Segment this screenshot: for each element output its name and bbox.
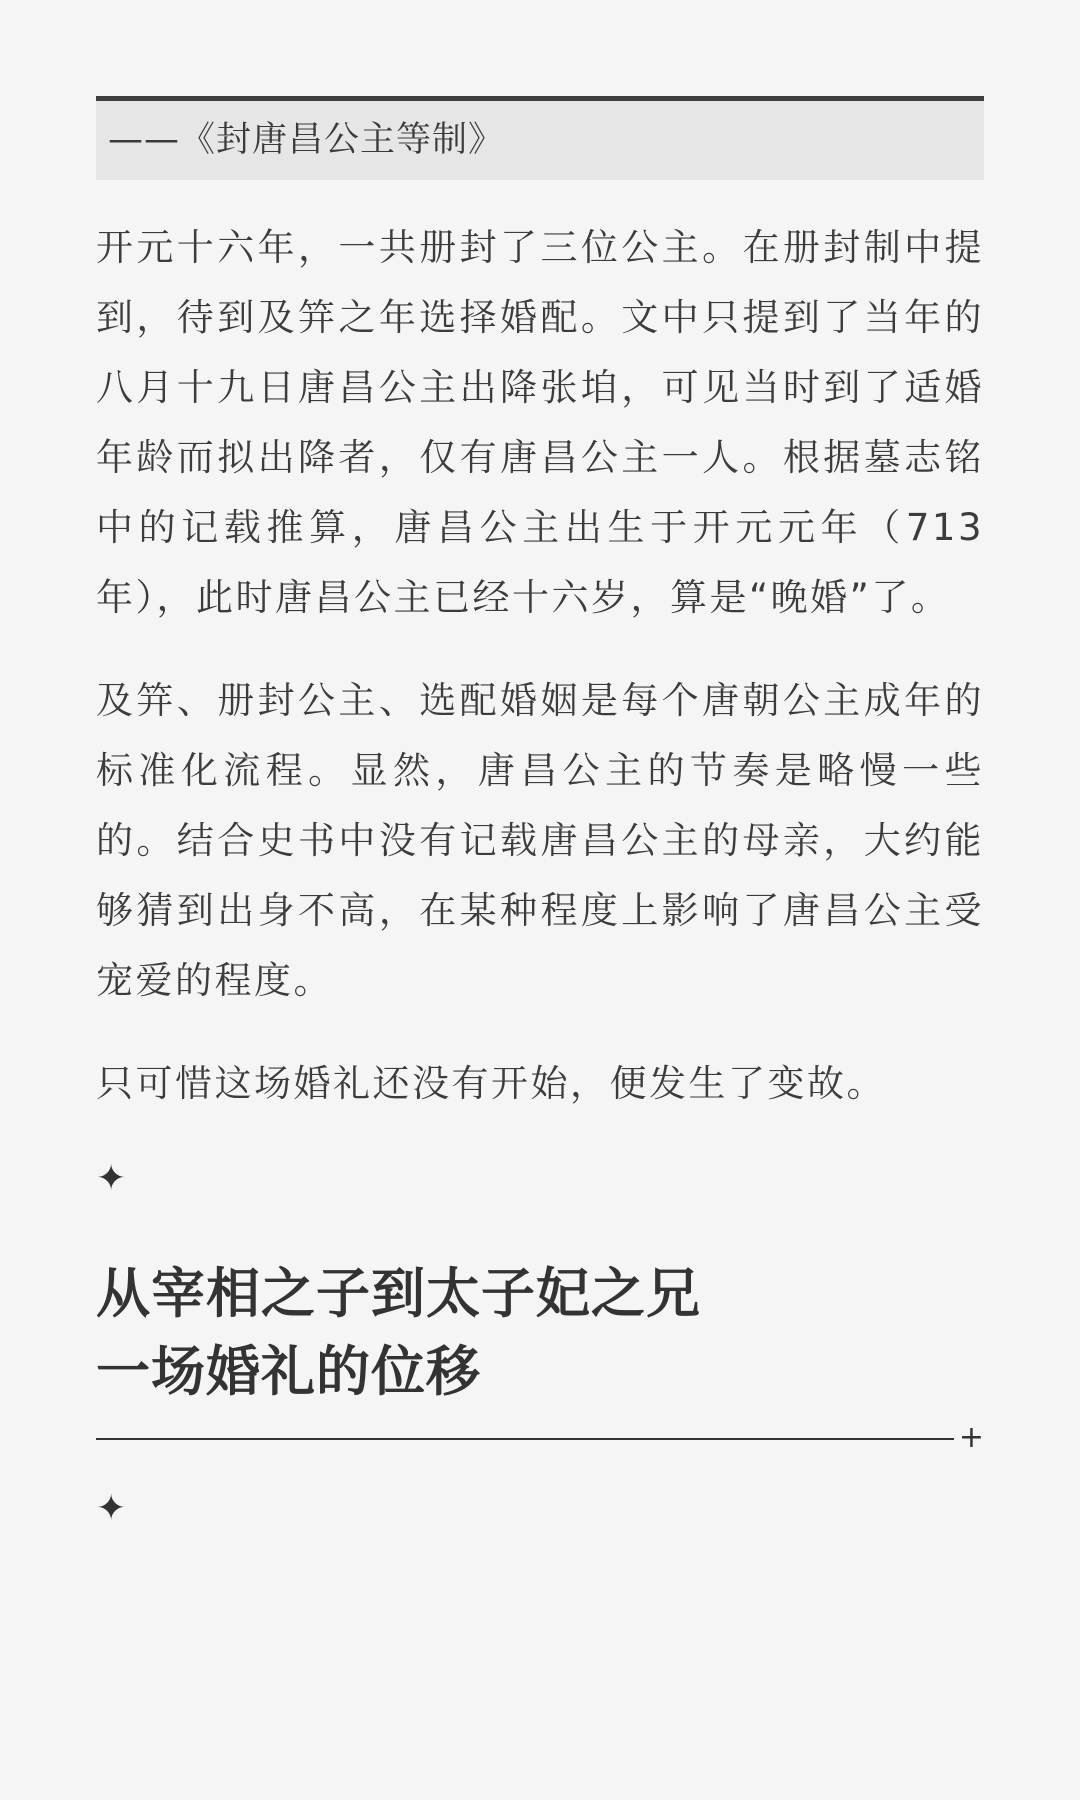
section-heading-line-2: 一场婚礼的位移 [96, 1340, 481, 1403]
paragraph-3: 只可惜这场婚礼还没有开始，便发生了变故。 [96, 1062, 886, 1105]
sparkle-icon: ✦ [96, 1158, 127, 1199]
citation-text: ——《封唐昌公主等制》 [108, 120, 505, 160]
citation-block [96, 96, 984, 180]
paragraph-2: 及笄、册封公主、选配婚姻是每个唐朝公主成年的标准化流程。显然，唐昌公主的节奏是略慢一些的。结合史书中没有记载唐昌公主的母亲，大约能够猜到出身不高，在某种程度上影响了唐昌公主受宠爱的程度。 [96, 679, 984, 1002]
plus-icon: + [958, 1420, 984, 1455]
heading-underline [96, 1420, 984, 1455]
divider-line [96, 1438, 954, 1440]
sparkle-icon: ✦ [96, 1488, 127, 1529]
article-body [96, 96, 984, 1527]
paragraph-1: 开元十六年，一共册封了三位公主。在册封制中提到，待到及笄之年选择婚配。文中只提到了当年的八月十九日唐昌公主出降张垍，可见当时到了适婚年龄而拟出降者，仅有唐昌公主一人。根据墓志铭中的记载推算，唐昌公主出生于开元元年（713年），此时唐昌公主已经十六岁，算是“晚婚”了。 [96, 226, 984, 619]
section-heading-line-1: 从宰相之子到太子妃之兄 [96, 1262, 701, 1325]
section-heading [96, 1255, 984, 1411]
